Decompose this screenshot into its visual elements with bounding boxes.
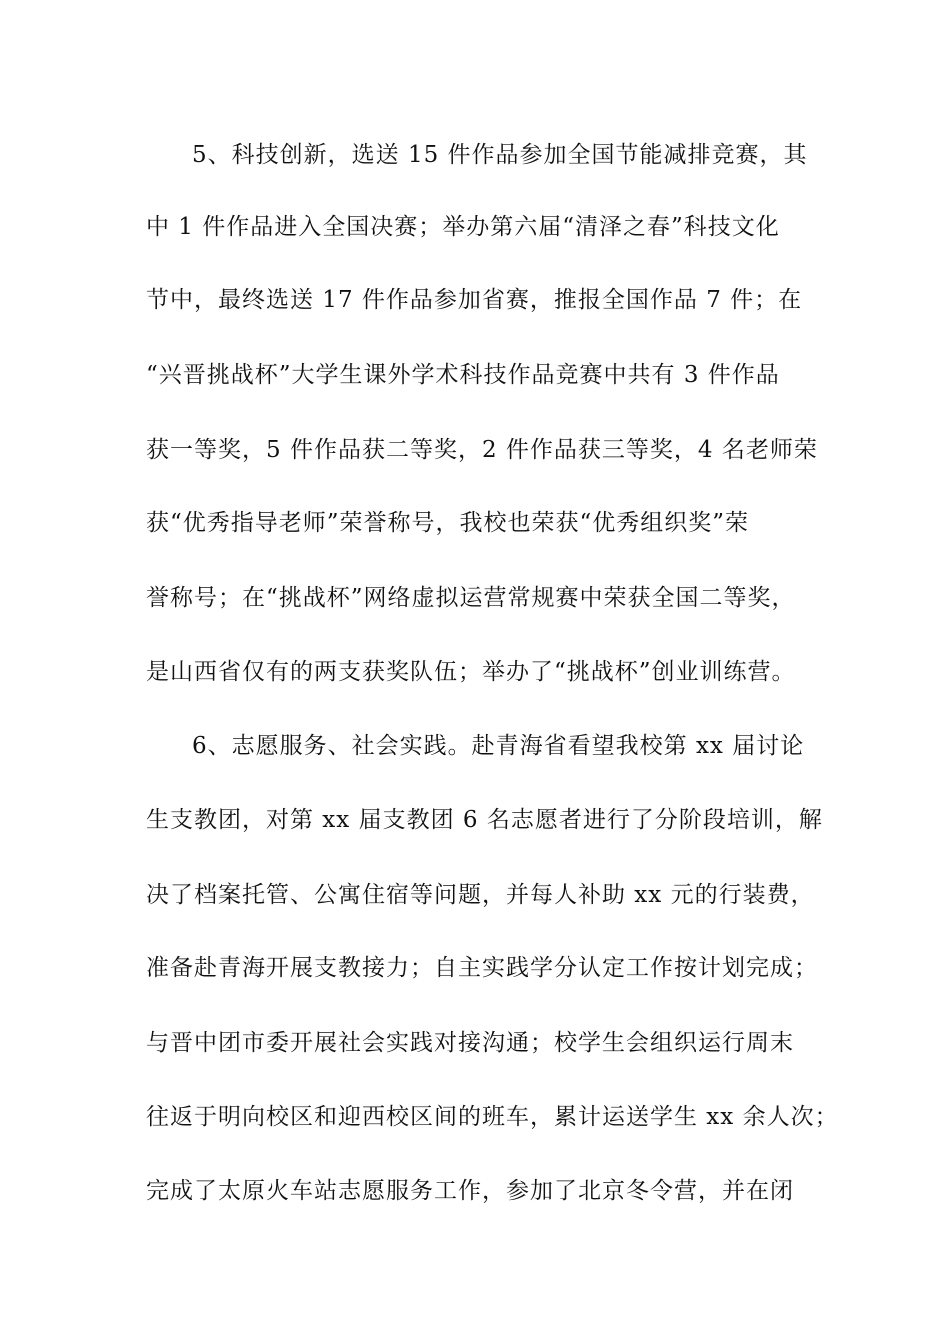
paragraph-6-line-1: 6、志愿服务、社会实践。赴青海省看望我校第 xx 届讨论	[192, 733, 805, 759]
paragraph-5-line-2: 中 1 件作品进入全国决赛；举办第六届“清泽之春”科技文化	[146, 214, 780, 240]
paragraph-5-line-3: 节中，最终选送 17 件作品参加省赛，推报全国作品 7 件；在	[146, 287, 803, 313]
paragraph-5-line-8: 是山西省仅有的两支获奖队伍；举办了“挑战杯”创业训练营。	[146, 659, 796, 685]
paragraph-5-line-4: “兴晋挑战杯”大学生课外学术科技作品竞赛中共有 3 件作品	[146, 362, 780, 388]
paragraph-6-line-4: 准备赴青海开展支教接力；自主实践学分认定工作按计划完成；	[146, 955, 818, 981]
paragraph-6-line-2: 生支教团，对第 xx 届支教团 6 名志愿者进行了分阶段培训，解	[146, 807, 823, 833]
paragraph-6-line-5: 与晋中团市委开展社会实践对接沟通；校学生会组织运行周末	[146, 1030, 794, 1056]
paragraph-6-line-7: 完成了太原火车站志愿服务工作，参加了北京冬令营，并在闭	[146, 1178, 794, 1204]
paragraph-6-line-6: 往返于明向校区和迎西校区间的班车，累计运送学生 xx 余人次；	[146, 1104, 839, 1130]
paragraph-5-line-5: 获一等奖，5 件作品获二等奖，2 件作品获三等奖，4 名老师荣	[146, 437, 818, 463]
paragraph-6-line-3: 决了档案托管、公寓住宿等问题，并每人补助 xx 元的行装费，	[146, 882, 815, 908]
paragraph-5-line-7: 誉称号；在“挑战杯”网络虚拟运营常规赛中荣获全国二等奖，	[146, 585, 796, 611]
paragraph-5-line-1: 5、科技创新，选送 15 件作品参加全国节能减排竞赛，其	[192, 142, 808, 168]
paragraph-5-line-6: 获“优秀指导老师”荣誉称号，我校也荣获“优秀组织奖”荣	[146, 510, 750, 536]
